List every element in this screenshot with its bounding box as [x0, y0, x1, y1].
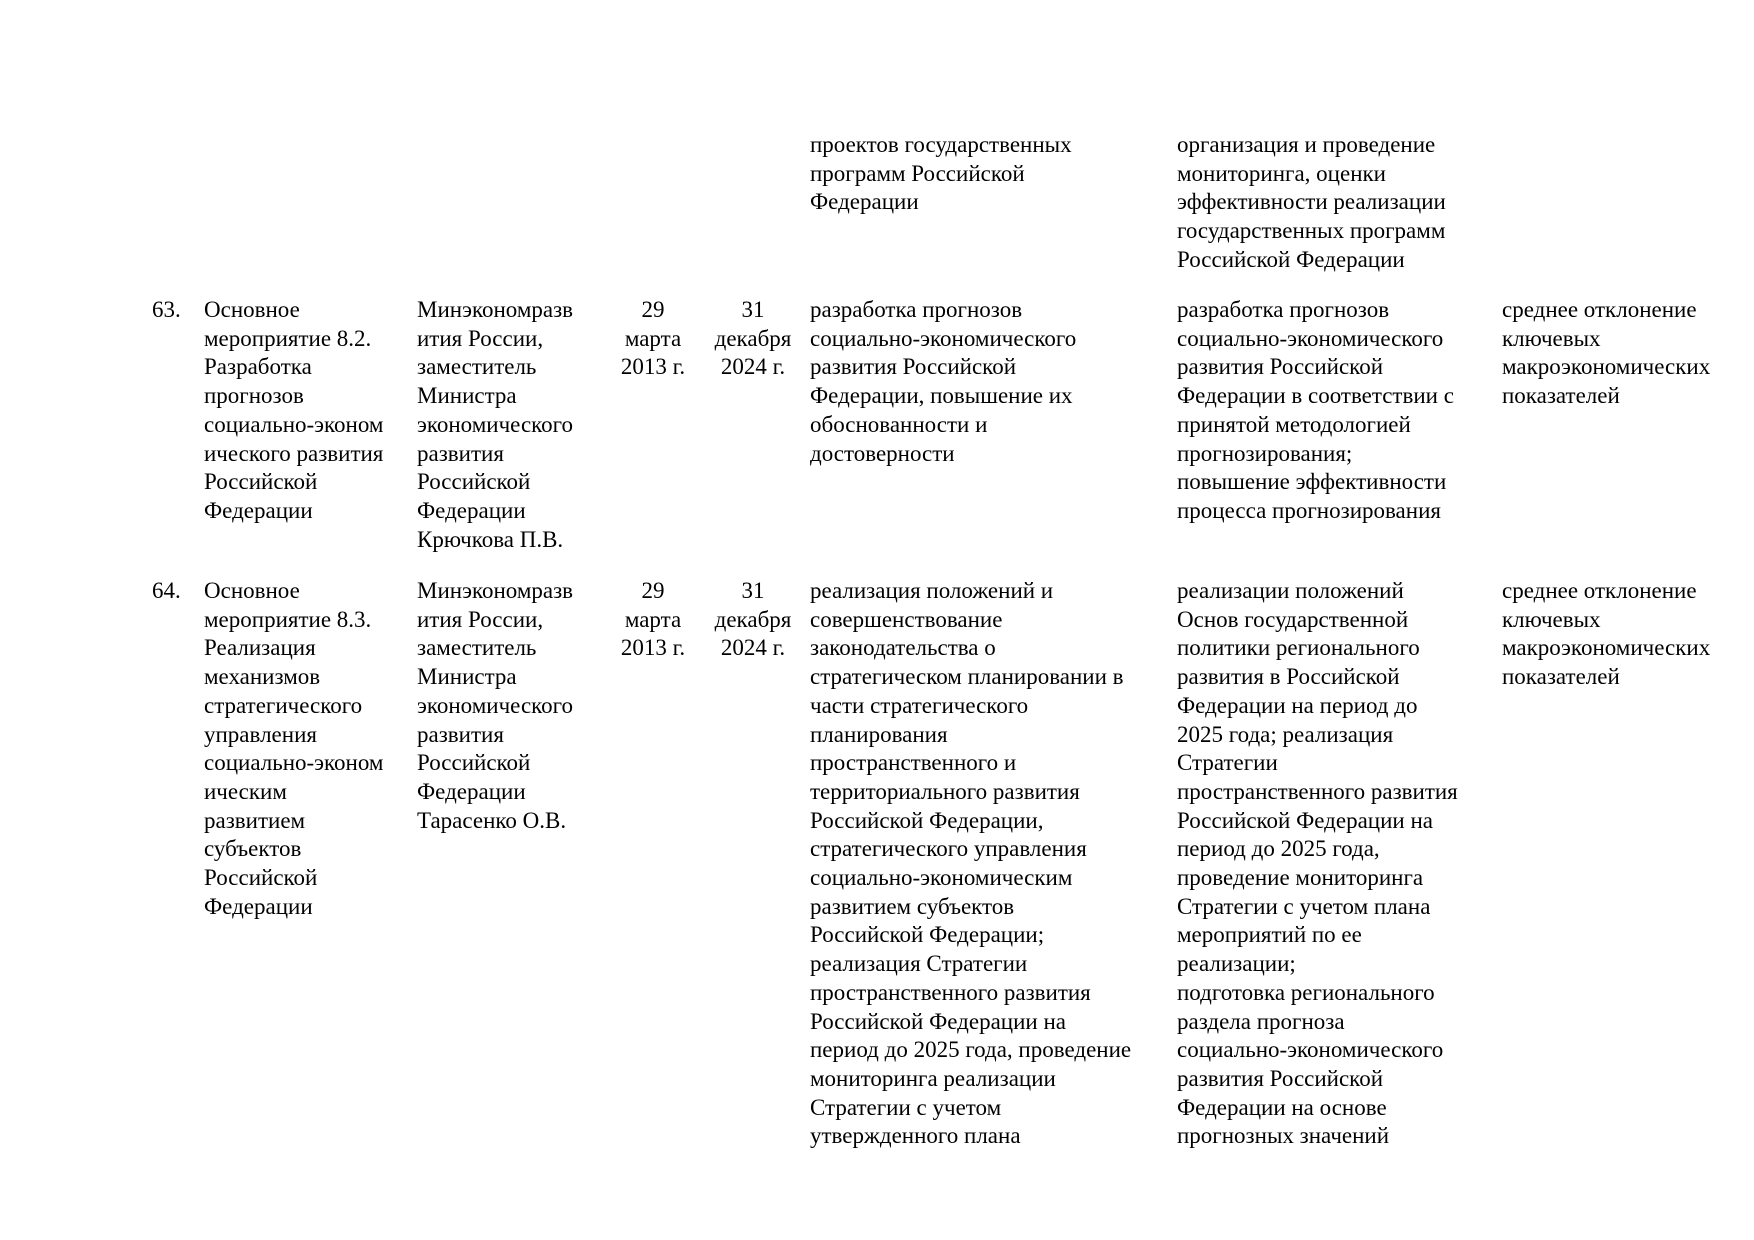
indicator-cell: среднее отклонение ключевых макроэкономических показателей [1502, 578, 1711, 690]
activity-name-cell: Основное мероприятие 8.3. Реализация механизмов стратегического управления социально-эконом ическим развитием субъектов Российской Федерации [204, 578, 384, 919]
activity-name-cell: Основное мероприятие 8.2. Разработка прогнозов социально-эконом ического развития Российской Федерации [204, 297, 384, 523]
main-directions-cell: разработка прогнозов социально-экономического развития Российской Федерации в соответствии с принятой методологией прогнозирования; повышение эффективности процесса прогнозирования [1177, 297, 1454, 523]
row-number: 64. [152, 578, 181, 603]
expected-result-cell: разработка прогнозов социально-экономического развития Российской Федерации, повышение их обоснованности и достоверности [810, 297, 1077, 466]
row-number: 63. [152, 297, 181, 322]
end-date-cell: 31 декабря 2024 г. [714, 578, 792, 661]
end-date-cell: 31 декабря 2024 г. [714, 297, 792, 380]
expected-result-cell: реализация положений и совершенствование законодательства о стратегическом планировании в части стратегического планирования пространственного и территориального развития Российской Федерации, стратегического управления социально-экономическим развитием субъектов Российской Федерации; реализация Стратегии пространственного развития Российской Федерации на период до 2025 года, проведение мониторинга реализации Стратегии с учетом утвержденного плана [810, 578, 1132, 1149]
start-date-cell: 29 марта 2013 г. [620, 578, 686, 661]
indicator-cell: среднее отклонение ключевых макроэкономических показателей [1502, 297, 1711, 409]
main-directions-cell: реализации положений Основ государственной политики регионального развития в Российской Федерации на период до 2025 года; реализация Стратегии пространственного развития Российской Федерации на период до 2025 года, проведение мониторинга Стратегии с учетом плана мероприятий по ее реализации; подготовка регионального раздела прогноза социально-экономического развития Российской Федерации на основе прогнозных значений [1177, 578, 1458, 1149]
start-date-cell: 29 марта 2013 г. [620, 297, 686, 380]
main-directions-cell: организация и проведение мониторинга, оценки эффективности реализации государственных программ Российской Федерации [1177, 132, 1446, 272]
responsible-cell: Минэкономразв ития России, заместитель Министра экономического развития Российской Федерации Крючкова П.В. [417, 297, 574, 552]
expected-result-cell: проектов государственных программ Российской Федерации [810, 132, 1072, 215]
responsible-cell: Минэкономразв ития России, заместитель Министра экономического развития Российской Федерации Тарасенко О.В. [417, 578, 574, 833]
